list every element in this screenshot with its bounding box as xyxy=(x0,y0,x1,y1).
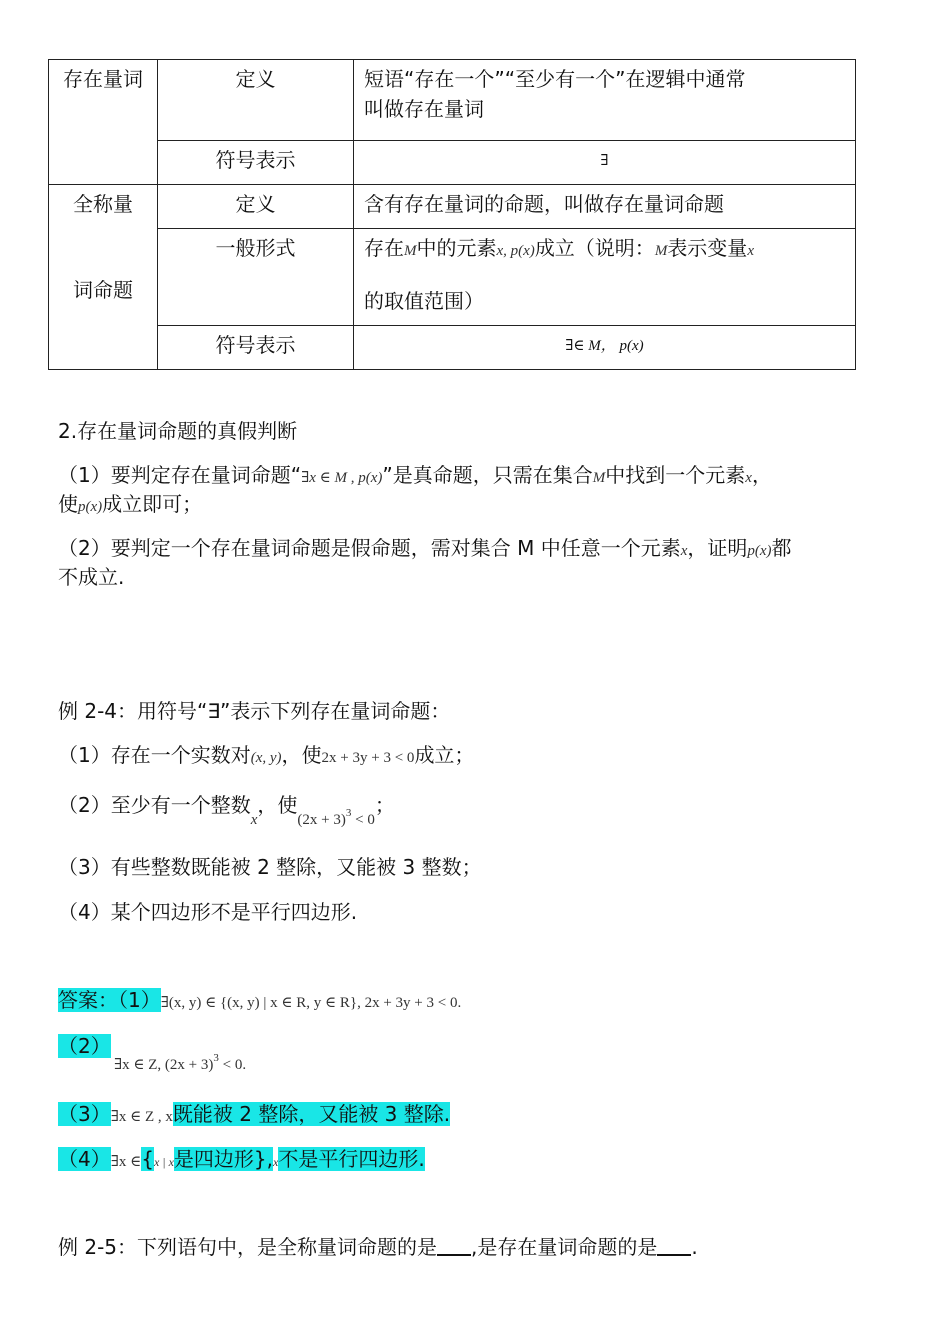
table-row xyxy=(49,60,856,141)
table-row xyxy=(49,229,856,326)
quantifier-table xyxy=(48,59,856,370)
paragraph-false-judgement: （2）要判定一个存在量词命题是假命题，需对集合 M 中任意一个元素x，证明p(x)都 xyxy=(58,536,792,560)
example-2-4-item-1: （1）存在一个实数对(x, y)，使2x + 3y + 3 < 0成立； xyxy=(58,743,475,767)
answer-2-math: ∃x ∈ Z, $(2x + 3)^3 < 0$. xyxy=(114,1052,247,1073)
table-cell-existential-quantifier: 存在量词 xyxy=(49,60,158,185)
table-cell-definition-label: 定义 xyxy=(158,60,354,141)
table-row xyxy=(49,141,856,185)
answer-4: （4）∃x ∈{x | x是四边形},x不是平行四边形. xyxy=(58,1147,425,1171)
table-cell-symbol-label: 符号表示 xyxy=(158,326,354,370)
table-cell-definition-text: 短语“存在一个”“至少有一个”在逻辑中通常 叫做存在量词 xyxy=(354,60,856,141)
table-cell-definition-text: 含有存在量词的命题，叫做存在量词命题 xyxy=(354,185,856,229)
table-cell-general-form-text: 存在M中的元素x, p(x)成立（说明：M表示变量x 的取值范围） xyxy=(354,229,856,326)
answer-3: （3）∃x ∈ Z , x既能被 2 整除，又能被 3 整除. xyxy=(58,1102,451,1126)
answer-2-label: （2） xyxy=(58,1034,111,1058)
answer-1: 答案：（1）∃(x, y) ∈ {(x, y) | x ∈ R, y ∈ R}, 2x + 3y + 3 < 0. xyxy=(58,988,462,1012)
table-row xyxy=(49,185,856,229)
paragraph-true-judgement-cont: 使p(x)成立即可； xyxy=(58,492,203,516)
section-heading: 2.存在量词命题的真假判断 xyxy=(58,419,298,443)
table-cell-symbol: ∃ xyxy=(354,141,856,185)
paragraph-true-judgement: （1）要判定存在量词命题“∃x ∈ M , p(x)”是真命题，只需在集合M中找到一个元素x， xyxy=(58,463,772,487)
paragraph-false-judgement-cont: 不成立. xyxy=(58,565,125,589)
answer-blank[interactable] xyxy=(657,1232,691,1256)
example-2-5: 例 2-5：下列语句中，是全称量词命题的是 ,是存在量词命题的是 . xyxy=(58,1232,698,1262)
example-2-4-title: 例 2-4：用符号“∃”表示下列存在量词命题： xyxy=(58,699,451,723)
table-cell-existential-proposition: 全称量 词命题 xyxy=(49,185,158,370)
example-2-4-item-4: （4）某个四边形不是平行四边形. xyxy=(58,900,358,924)
table-cell-definition-label: 定义 xyxy=(158,185,354,229)
table-cell-symbol: ∃∈ M， p(x) xyxy=(354,326,856,370)
example-2-4-item-3: （3）有些整数既能被 2 整除，又能被 3 整数； xyxy=(58,855,482,879)
answer-blank[interactable] xyxy=(437,1232,471,1256)
table-cell-symbol-label: 符号表示 xyxy=(158,141,354,185)
table-cell-general-form-label: 一般形式 xyxy=(158,229,354,326)
example-2-4-item-2: （2）至少有一个整数$_x$，使$_{(2x + 3)^3 < 0}$； xyxy=(58,793,395,828)
table-row xyxy=(49,326,856,370)
